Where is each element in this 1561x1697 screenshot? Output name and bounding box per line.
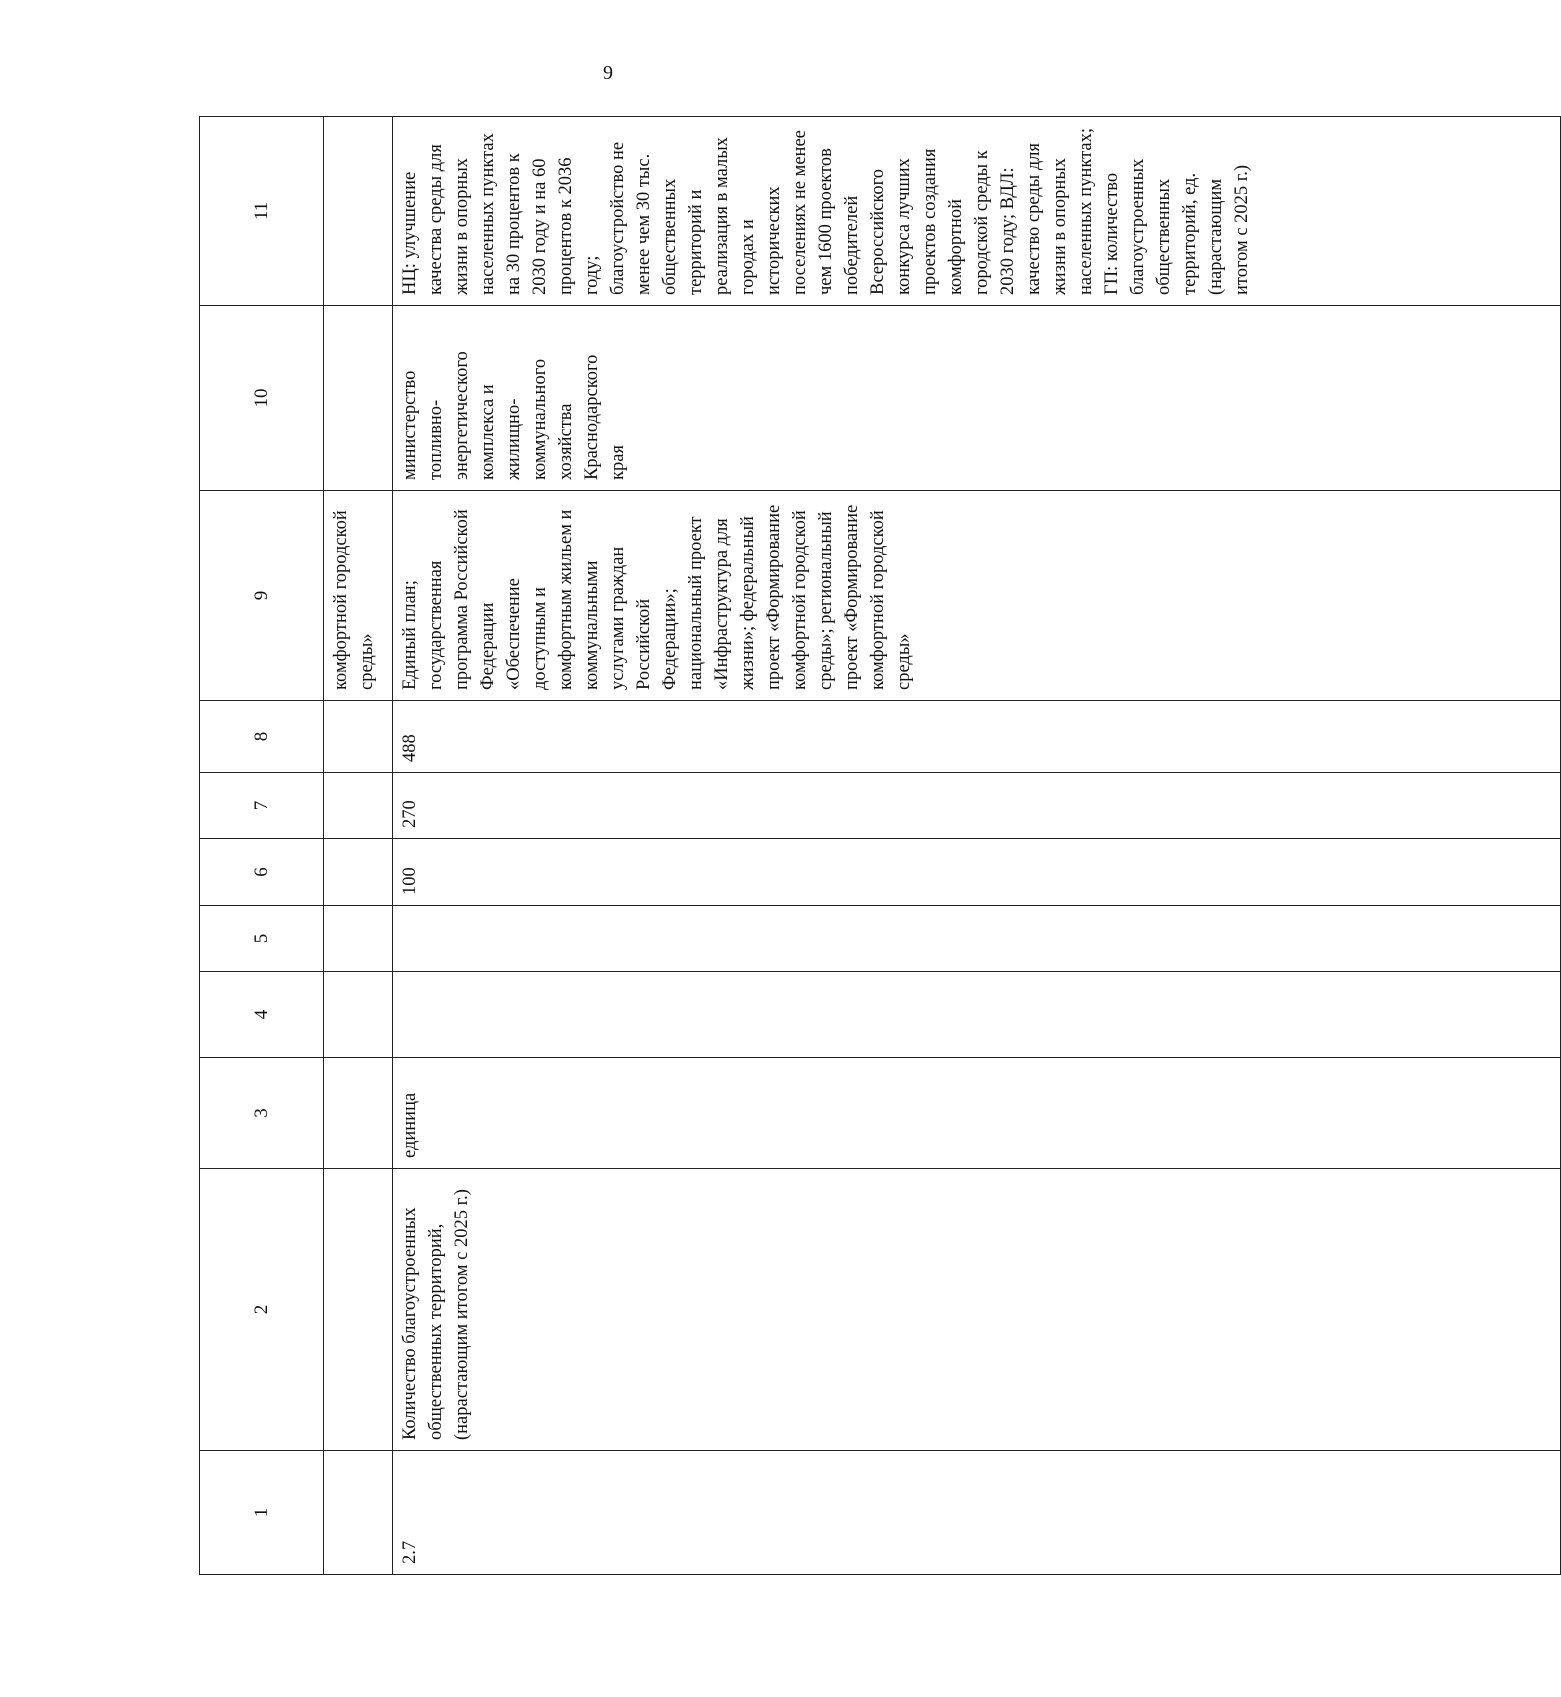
row-number-cell: 2.7 [393,1451,1561,1575]
header-cell-4: 4 [200,972,324,1058]
header-row [200,117,324,1575]
header-cell-6: 6 [200,839,324,906]
col7-value-cell: 270 [393,773,1561,839]
header-cell-1: 1 [200,1451,324,1575]
continuation-row [324,117,393,1575]
cont-cell-4 [324,972,393,1058]
unit-cell: единица [393,1058,1561,1169]
page-number: 9 [603,62,613,84]
documents-cell: Единый план; государственная программа Российской Федерации «Обеспечение доступным и комфортным жильем и коммунальными услугами граждан Российской Федерации»; национальный проект «Инфраструктура для жизни»; федеральный проект «Формирование комфортной городской среды»; региональный проект «Формирование комфортной городской среды» [393,491,1561,701]
col8-value-cell: 488 [393,701,1561,773]
indicator-table [199,116,1561,1575]
cont-cell-11 [324,117,393,306]
cont-cell-7 [324,773,393,839]
header-cell-11: 11 [200,117,324,306]
responsible-cell: министерство топливно-энергетического комплекса и жилищно-коммунального хозяйства Краснодарского края [393,306,1561,491]
header-cell-10: 10 [200,306,324,491]
cont-cell-2 [324,1169,393,1451]
header-cell-2: 2 [200,1169,324,1451]
col5-cell [393,906,1561,972]
header-cell-3: 3 [200,1058,324,1169]
cont-cell-5 [324,906,393,972]
rotated-table-wrapper [199,117,1561,1575]
data-row-2-7 [393,117,1561,1575]
header-cell-7: 7 [200,773,324,839]
cont-cell-9: комфортной городской среды» [324,491,393,701]
indicator-name-cell: Количество благоустроенных общественных территорий, (нарастающим итогом с 2025 г.) [393,1169,1561,1451]
cont-cell-1 [324,1451,393,1575]
col4-cell [393,972,1561,1058]
goals-cell: НЦ: улучшение качества среды для жизни в опорных населенных пунктах на 30 процентов к 2030 году и на 60 процентов к 2036 году; благоустройство не менее чем 30 тыс. общественных территорий и реализация в малых городах и исторических поселениях не менее чем 1600 проектов победителей Всероссийского конкурса лучших проектов создания комфортной городской среды к 2030 году; ВДЛ: качество среды для жизни в опорных населенных пунктах; ГП: количество благоустроенных общественных территорий, ед. (нарастающим итогом с 2025 г.) [393,117,1561,306]
cont-cell-3 [324,1058,393,1169]
cont-cell-6 [324,839,393,906]
cont-cell-8 [324,701,393,773]
header-cell-5: 5 [200,906,324,972]
header-cell-8: 8 [200,701,324,773]
cont-cell-10 [324,306,393,491]
header-cell-9: 9 [200,491,324,701]
col6-value-cell: 100 [393,839,1561,906]
